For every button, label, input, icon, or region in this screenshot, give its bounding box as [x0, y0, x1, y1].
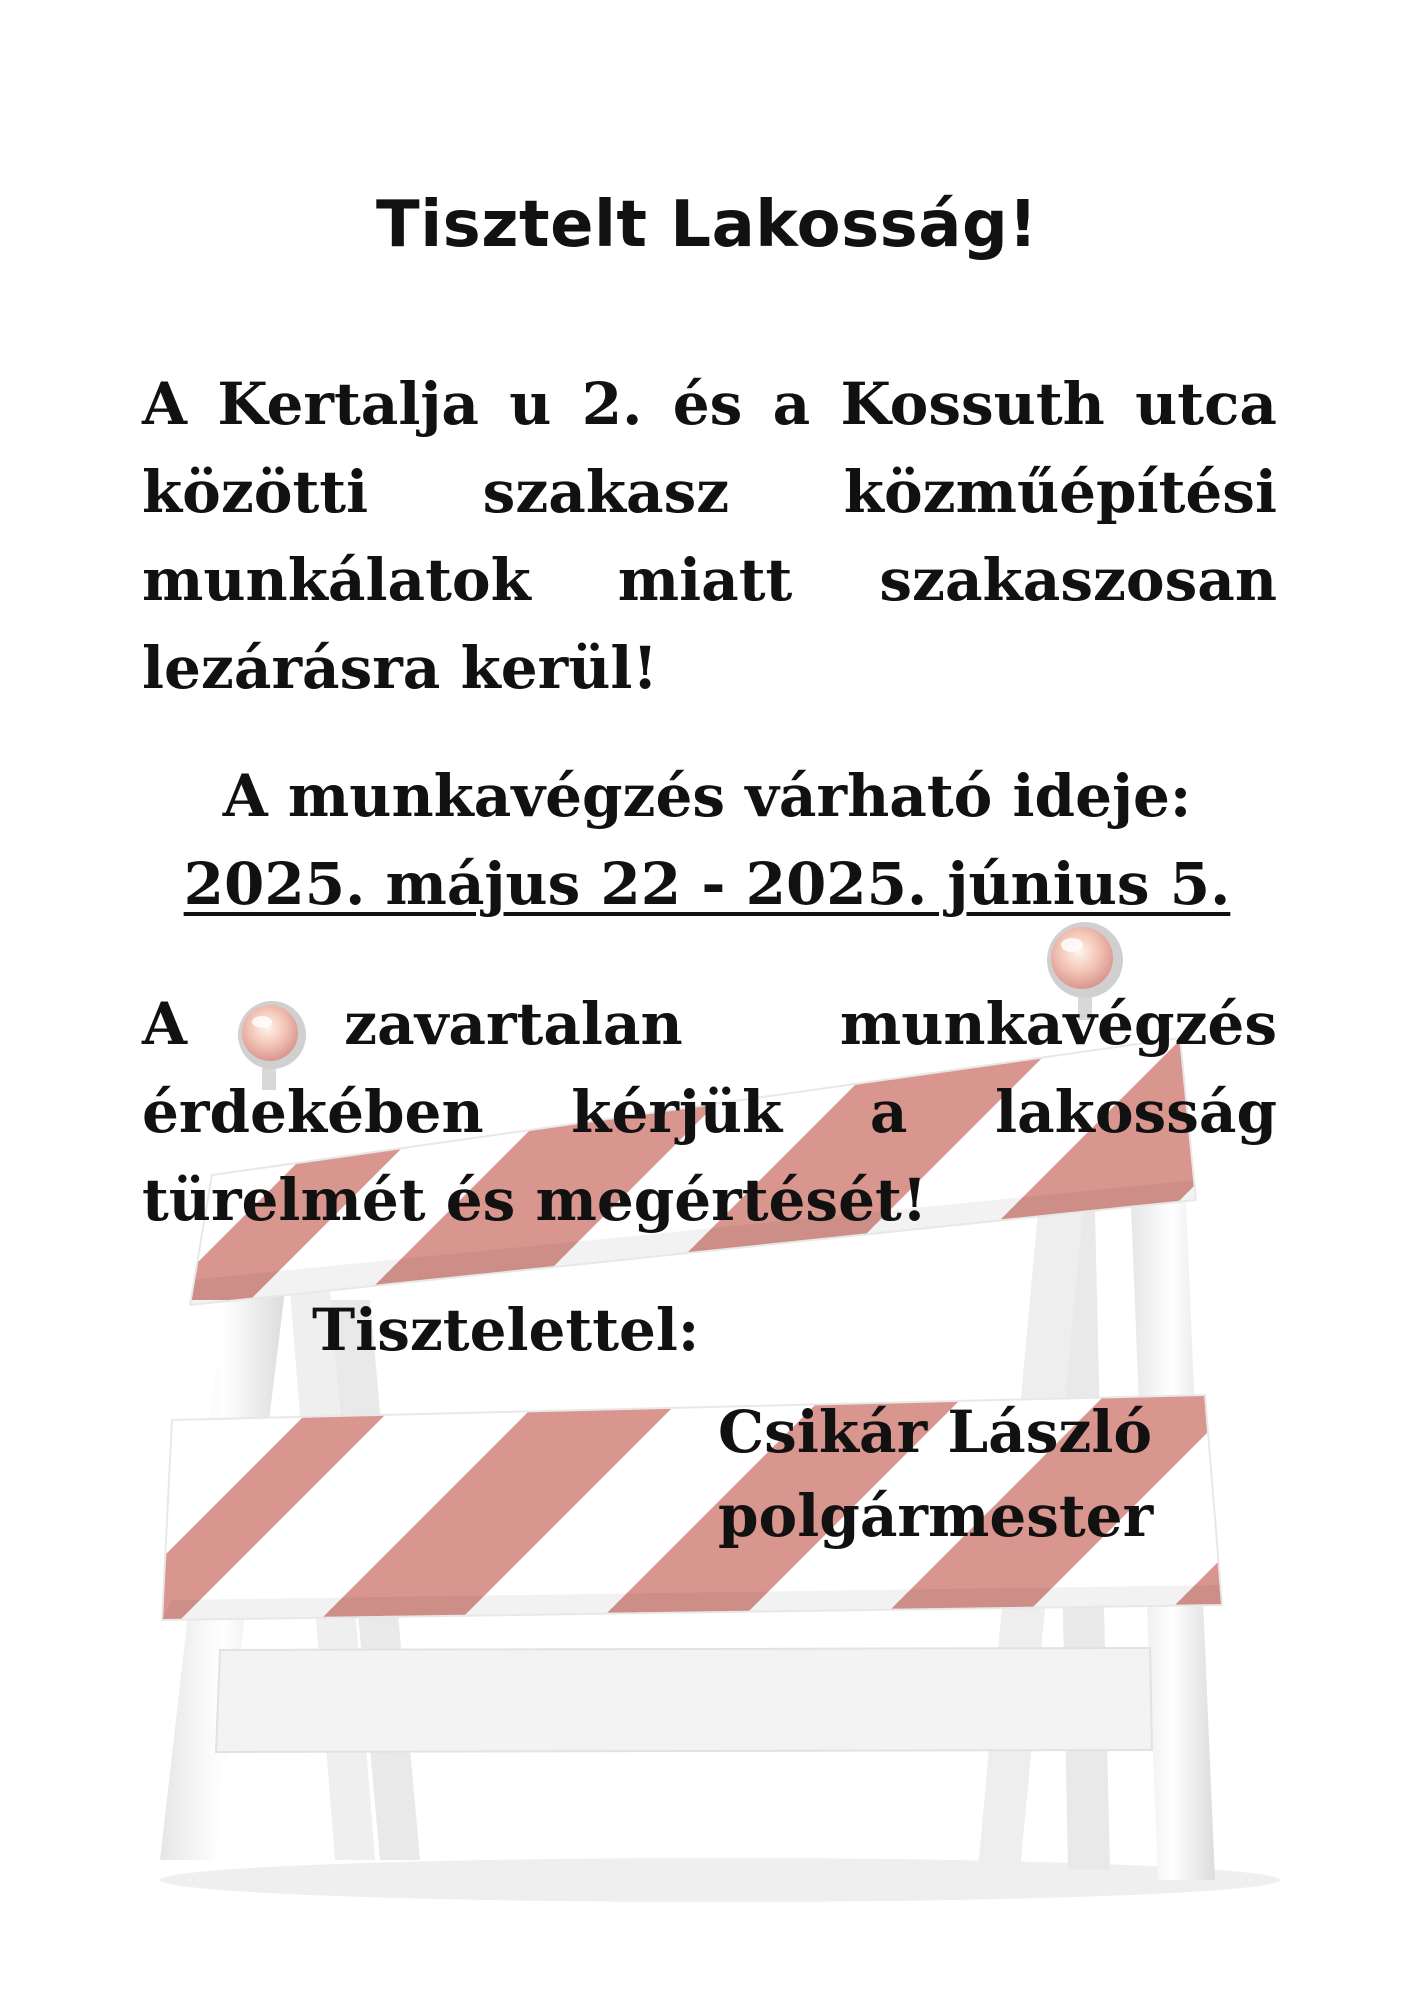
- patience-paragraph: [142, 980, 1277, 1244]
- work-period-dates: 2025. május 22 - 2025. június 5.: [183, 850, 1231, 918]
- closure-line-1: A Kertalja u 2. és a Kossuth utca: [142, 370, 1277, 438]
- page-title: Tisztelt Lakosság!: [376, 188, 1038, 262]
- work-period-label: A munkavégzés várható ideje:: [222, 762, 1192, 830]
- signature-block: [718, 1390, 1153, 1558]
- signer-name: Csikár László: [718, 1398, 1153, 1466]
- closure-line-4: lezárásra kerül!: [142, 634, 658, 702]
- closing-greeting: Tisztelettel:: [312, 1296, 700, 1364]
- closure-paragraph: [142, 360, 1277, 712]
- patience-line-2: érdekében kérjük a lakosság: [142, 1078, 1277, 1146]
- closure-line-2: közötti szakasz közműépítési: [142, 458, 1277, 526]
- patience-line-3: türelmét és megértését!: [142, 1166, 928, 1234]
- closure-line-3: munkálatok miatt szakaszosan: [142, 546, 1277, 614]
- patience-line-1: A zavartalan munkavégzés: [142, 990, 1277, 1058]
- signer-title: polgármester: [718, 1482, 1154, 1550]
